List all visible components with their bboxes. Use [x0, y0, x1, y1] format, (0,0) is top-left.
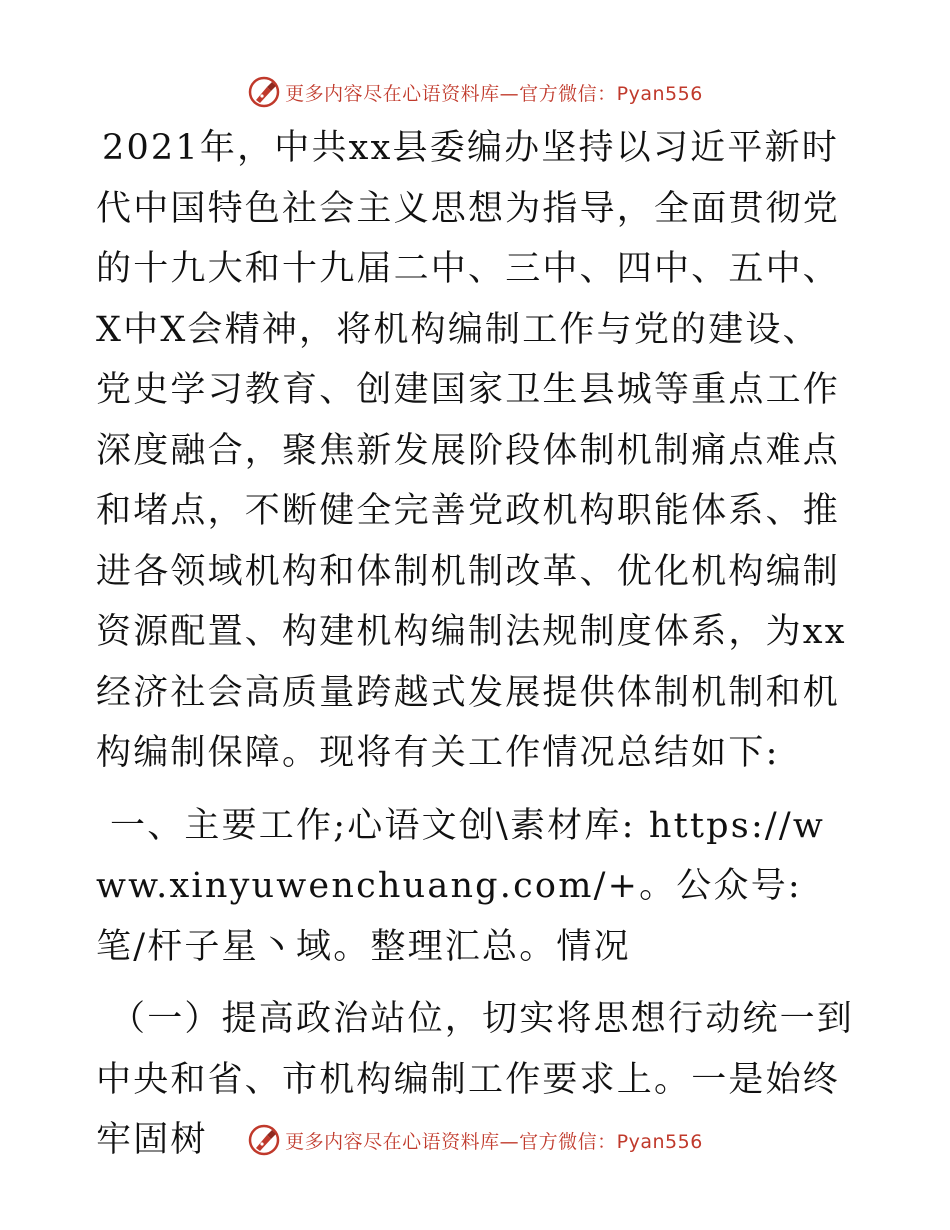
banner-account: Pyan556: [616, 1130, 703, 1153]
header-banner: [0, 72, 950, 112]
banner-label: 更多内容尽在心语资料库—官方微信：: [285, 82, 617, 105]
pen-nib-logo-icon: [247, 75, 281, 109]
section-heading-paragraph: 一、主要工作;心语文创\素材库: https://www.xinyuwenchuang.com/+。公众号: 笔/杆子星丶域。整理汇总。情况: [96, 805, 826, 967]
document-body: [96, 118, 856, 1171]
banner-account: Pyan556: [616, 82, 703, 105]
subsection-paragraph: （一）提高政治站位，切实将思想行动统一到中央和省、市机构编制工作要求上。一是始终牢固树: [96, 999, 855, 1160]
intro-paragraph: 2021年，中共xx县委编办坚持以习近平新时代中国特色社会主义思想为指导，全面贯彻党的十九大和十九届二中、三中、四中、五中、X中X会精神，将机构编制工作与党的建设、党史学习教育、创建国家卫生县城等重点工作深度融合，聚焦新发展阶段体制机制痛点难点和堵点，不断健全完善党政机构职能体系、推进各领域机构和体制机制改革、优化机构编制资源配置、构建机构编制法规制度体系，为xx经济社会高质量跨越式发展提供体制机制和机构编制保障。现将有关工作情况总结如下:: [96, 128, 847, 773]
footer-banner: [0, 1120, 950, 1160]
banner-text: [285, 79, 703, 106]
pen-nib-logo-icon: [247, 1123, 281, 1157]
banner-label: 更多内容尽在心语资料库—官方微信：: [285, 1130, 617, 1153]
banner-text: [285, 1127, 703, 1154]
